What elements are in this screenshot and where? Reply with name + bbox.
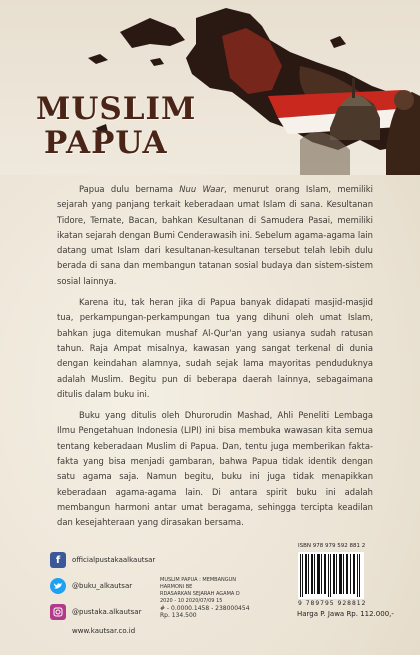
barcode-number: 9 789795 928812 (298, 600, 367, 607)
nuu-waar-italic: Nuu Waar (179, 184, 225, 194)
twitter-handle: @buku_alkautsar (72, 582, 133, 590)
instagram-handle: @pustaka.alkautsar (72, 608, 142, 616)
isbn-label: ISBN 978 979 592 881 2 (298, 543, 366, 549)
synopsis-text (57, 182, 373, 537)
instagram-icon (50, 604, 66, 620)
social-instagram[interactable] (50, 599, 155, 625)
barcode-icon (298, 552, 364, 599)
twitter-icon (50, 578, 66, 594)
title-line-2: PAPUA (44, 125, 168, 161)
book-title (36, 92, 196, 160)
social-media-list (50, 547, 155, 625)
facebook-icon: f (50, 552, 66, 568)
social-facebook[interactable] (50, 547, 155, 573)
website-url[interactable]: www.kautsar.co.id (72, 627, 136, 635)
paragraph-1: Papua dulu bernama Nuu Waar, menurut orang Islam, memiliki sejarah yang panjang terkait keberadaan umat Islam di sana. Kesultanan Tidore, Ternate, Bacan, bahkan Kesultanan di Samudera Pasai, memiliki ikatan sejarah dengan Bumi Cenderawasih ini. Sebelum agama-agama lain datang umat Islam dari kesultanan-kesultanan tersebut telah lebih dulu berada di sana dan membangun tatanan sosial budaya dan sistem-sistem sosial lainnya. (57, 184, 373, 286)
paragraph-3: Buku yang ditulis oleh Dhurorudin Mashad, Ahli Peneliti Lembaga Ilmu Pengetahuan Indonesia (LIPI) ini bisa membuka wawasan kita semua tentang keberadaan Muslim di Papua. Dan, tentu juga memberikan fakta-fakta yang bisa menjadi gambaran, bahwa Papua tidak identik dengan satu agama saja. Namun begitu, buku ini juga tidak menapikkan keberadaan agama-agama lain. Di antara spirit buku ini adalah membangun harmoni antar umat beragama, sehingga tercipta keadilan dan kesejahteraan yang dirasakan bersama. (57, 410, 373, 528)
paragraph-2: Karena itu, tak heran jika di Papua banyak didapati masjid-masjid tua, perkampungan-perkampungan tua yang dihuni oleh umat Islam, bahkan juga ditemukan mushaf Al-Qur'an yang usianya sudah ratusan tahun. Raja Ampat misalnya, kawasan yang sangat terkenal di dunia dengan keindahan alamnya, sudah sejak lama mayoritas penduduknya adalah Muslim. Begitu pun di beberapa daerah lainnya, sebagaimana ditulis dalam buku ini. (57, 297, 373, 399)
social-twitter[interactable] (50, 573, 155, 599)
price-sticker: MUSLIM PAPUA : MEMBANGUN HARMONI BE RDASARKAN SEJARAH AGAMA D 2020 - 10 2020/07/09 15 # - 0.0000.1458 - 238000454 Rp. 134.500 (160, 577, 250, 619)
title-line-1: MUSLIM (36, 91, 197, 127)
facebook-handle: officialpustakaalkautsar (72, 556, 156, 564)
price-label: Harga P. Jawa Rp. 112.000,- (297, 610, 394, 618)
